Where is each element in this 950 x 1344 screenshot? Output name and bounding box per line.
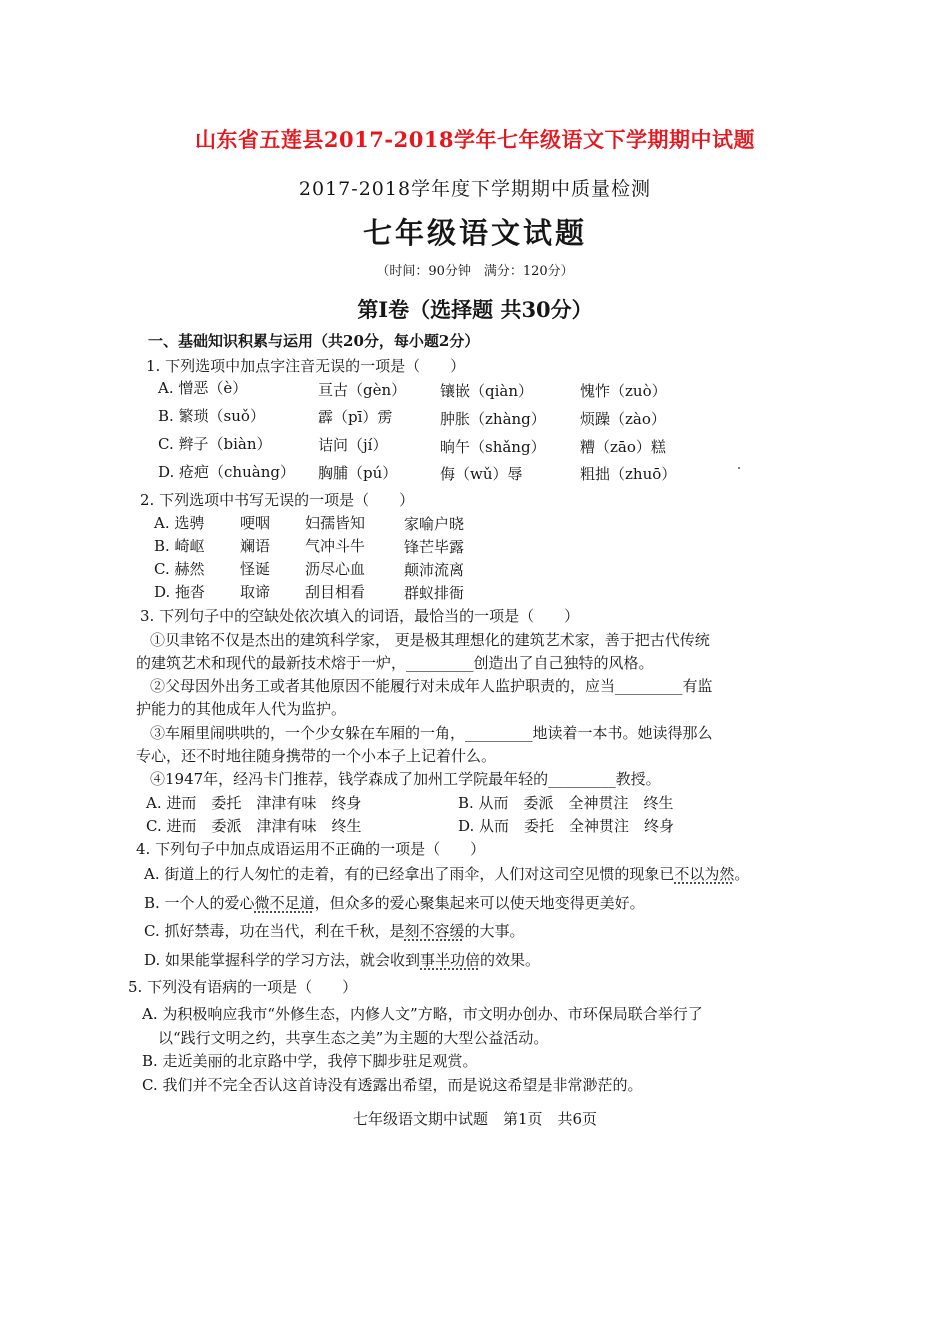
q1-option: 胸脯（pú） xyxy=(318,464,398,482)
q3-option: C. 进而 委派 津津有味 终生 xyxy=(146,817,362,835)
q1-option: 粗拙（zhuō） xyxy=(580,465,677,483)
q2-option: 斓语 xyxy=(240,537,271,555)
q2-option: C. 赫然 xyxy=(154,560,205,578)
q4-option-text: 的大事。 xyxy=(464,922,525,940)
q5-option-a-cont: 以“践行文明之约，共享生态之美”为主题的大型公益活动。 xyxy=(158,1029,549,1047)
q3-sentence: 的建筑艺术和现代的最新技术熔于一炉，_________创造出了自己独特的风格。 xyxy=(136,654,654,672)
q3-sentence: ①贝聿铭不仅是杰出的建筑科学家， 更是极其理想化的建筑艺术家，善于把古代传统 xyxy=(150,631,710,649)
q4-option-d xyxy=(144,949,540,970)
q1-option: 糟（zāo）糕 xyxy=(580,438,666,456)
q1-option: B. 繁琐（suǒ） xyxy=(158,407,265,425)
q4-option-text: D. 如果能掌握科学的学习方法，就会收到 xyxy=(144,951,421,969)
q4-option-text: ，但众多的爱心聚集起来可以使天地变得更美好。 xyxy=(314,894,645,912)
q3-sentence: ④1947年，经冯卡门推荐，钱学森成了加州工学院最年轻的_________教授。 xyxy=(150,770,661,788)
q4-dotted-idiom: 微不足道 xyxy=(254,894,315,912)
q5-option-b: B. 走近美丽的北京路中学，我停下脚步驻足观赏。 xyxy=(142,1052,478,1070)
volume-title: 第Ⅰ卷（选择题 共30分） xyxy=(357,297,593,322)
q2-option: 哽咽 xyxy=(240,514,271,532)
q3-sentence: ②父母因外出务工或者其他原因不能履行对未成年人监护职责的，应当_________有监 xyxy=(150,677,713,695)
q4-dotted-idiom: 刻不容缓 xyxy=(404,922,465,940)
q3-stem: 3. 下列句子中的空缺处依次填入的词语，最恰当的一项是（ ） xyxy=(140,607,580,625)
page-footer: 七年级语文期中试题 第1页 共6页 xyxy=(352,1110,598,1128)
q4-option-text: 的效果。 xyxy=(480,951,541,969)
q2-option: 家喻户晓 xyxy=(404,515,465,533)
q3-option: A. 进而 委托 津津有味 终身 xyxy=(146,794,362,812)
q4-dotted-idiom: 事半功倍 xyxy=(420,951,481,969)
q1-option: A. 憎恶（è） xyxy=(158,379,248,397)
q2-option: 颠沛流离 xyxy=(404,561,465,579)
exam-subtitle: 2017-2018学年度下学期期中质量检测 xyxy=(298,178,652,200)
exam-meta: （时间：90分钟 满分：120分） xyxy=(376,264,574,279)
q1-option: 烦躁（zào） xyxy=(580,410,666,428)
q1-option: 愧怍（zuò） xyxy=(580,382,667,400)
q4-option-b xyxy=(144,892,645,913)
q5-stem: 5. 下列没有语病的一项是（ ） xyxy=(128,978,358,996)
scan-speck xyxy=(738,467,740,469)
q2-option: 群蚁排衙 xyxy=(404,584,465,602)
section-heading: 一、基础知识积累与运用（共20分，每小题2分） xyxy=(148,332,480,350)
q1-option: 侮（wǔ）辱 xyxy=(440,465,523,483)
q2-option: D. 拖沓 xyxy=(154,583,206,601)
q1-option: 晌午（shǎng） xyxy=(440,438,546,456)
q2-option: 沥尽心血 xyxy=(305,560,366,578)
q2-option: 取谛 xyxy=(240,583,271,601)
q4-dotted-idiom: 不以为然 xyxy=(674,865,735,883)
q1-option: 镶嵌（qiàn） xyxy=(440,382,534,400)
q2-option: 气冲斗牛 xyxy=(305,537,366,555)
q2-option: 锋芒毕露 xyxy=(404,538,465,556)
q4-stem: 4. 下列句子中加点成语运用不正确的一项是（ ） xyxy=(136,840,486,858)
q4-option-text: C. 抓好禁毒，功在当代，利在千秋，是 xyxy=(144,922,405,940)
q4-option-text: 。 xyxy=(734,865,750,883)
q1-option: 亘古（gèn） xyxy=(318,381,407,399)
q4-option-c xyxy=(144,920,525,941)
q1-stem: 1. 下列选项中加点字注音无误的一项是（ ） xyxy=(146,357,466,375)
q4-option-text: B. 一个人的爱心 xyxy=(144,894,255,912)
q2-option: 妇孺皆知 xyxy=(305,514,366,532)
q2-option: A. 选骋 xyxy=(154,514,205,532)
q1-option: C. 辫子（biàn） xyxy=(158,435,272,453)
q3-option: D. 从而 委托 全神贯注 终身 xyxy=(458,817,675,835)
q1-option: 肿胀（zhàng） xyxy=(440,410,546,428)
q5-option-c: C. 我们并不完全否认这首诗没有透露出希望，而是说这希望是非常渺茫的。 xyxy=(142,1076,643,1094)
q2-option: 怪诞 xyxy=(240,560,271,578)
q2-option: B. 崎岖 xyxy=(154,537,205,555)
q2-stem: 2. 下列选项中书写无误的一项是（ ） xyxy=(140,491,415,509)
q1-option: 诘问（jí） xyxy=(318,436,388,454)
q2-option: 刮目相看 xyxy=(305,583,366,601)
q1-option: D. 疮疤（chuàng） xyxy=(158,463,295,481)
q1-option: 霹（pī）雳 xyxy=(318,408,393,426)
q3-sentence: 护能力的其他成年人代为监护。 xyxy=(136,700,347,718)
q5-option-a: A. 为积极响应我市“外修生态，内修人文”方略，市文明办创办、市环保局联合举行了 xyxy=(142,1005,703,1023)
q3-option: B. 从而 委派 全神贯注 终生 xyxy=(458,794,674,812)
q3-sentence: 专心，还不时地往随身携带的一个小本子上记着什么。 xyxy=(136,747,497,765)
q3-sentence: ③车厢里闹哄哄的，一个少女躲在车厢的一角，_________地读着一本书。她读得那么 xyxy=(150,724,713,742)
document-title: 山东省五莲县2017-2018学年七年级语文下学期期中试题 xyxy=(194,127,756,152)
exam-title: 七年级语文试题 xyxy=(362,216,587,250)
q4-option-text: A. 街道上的行人匆忙的走着，有的已经拿出了雨伞，人们对这司空见惯的现象已 xyxy=(144,865,675,883)
q4-option-a xyxy=(144,863,749,884)
